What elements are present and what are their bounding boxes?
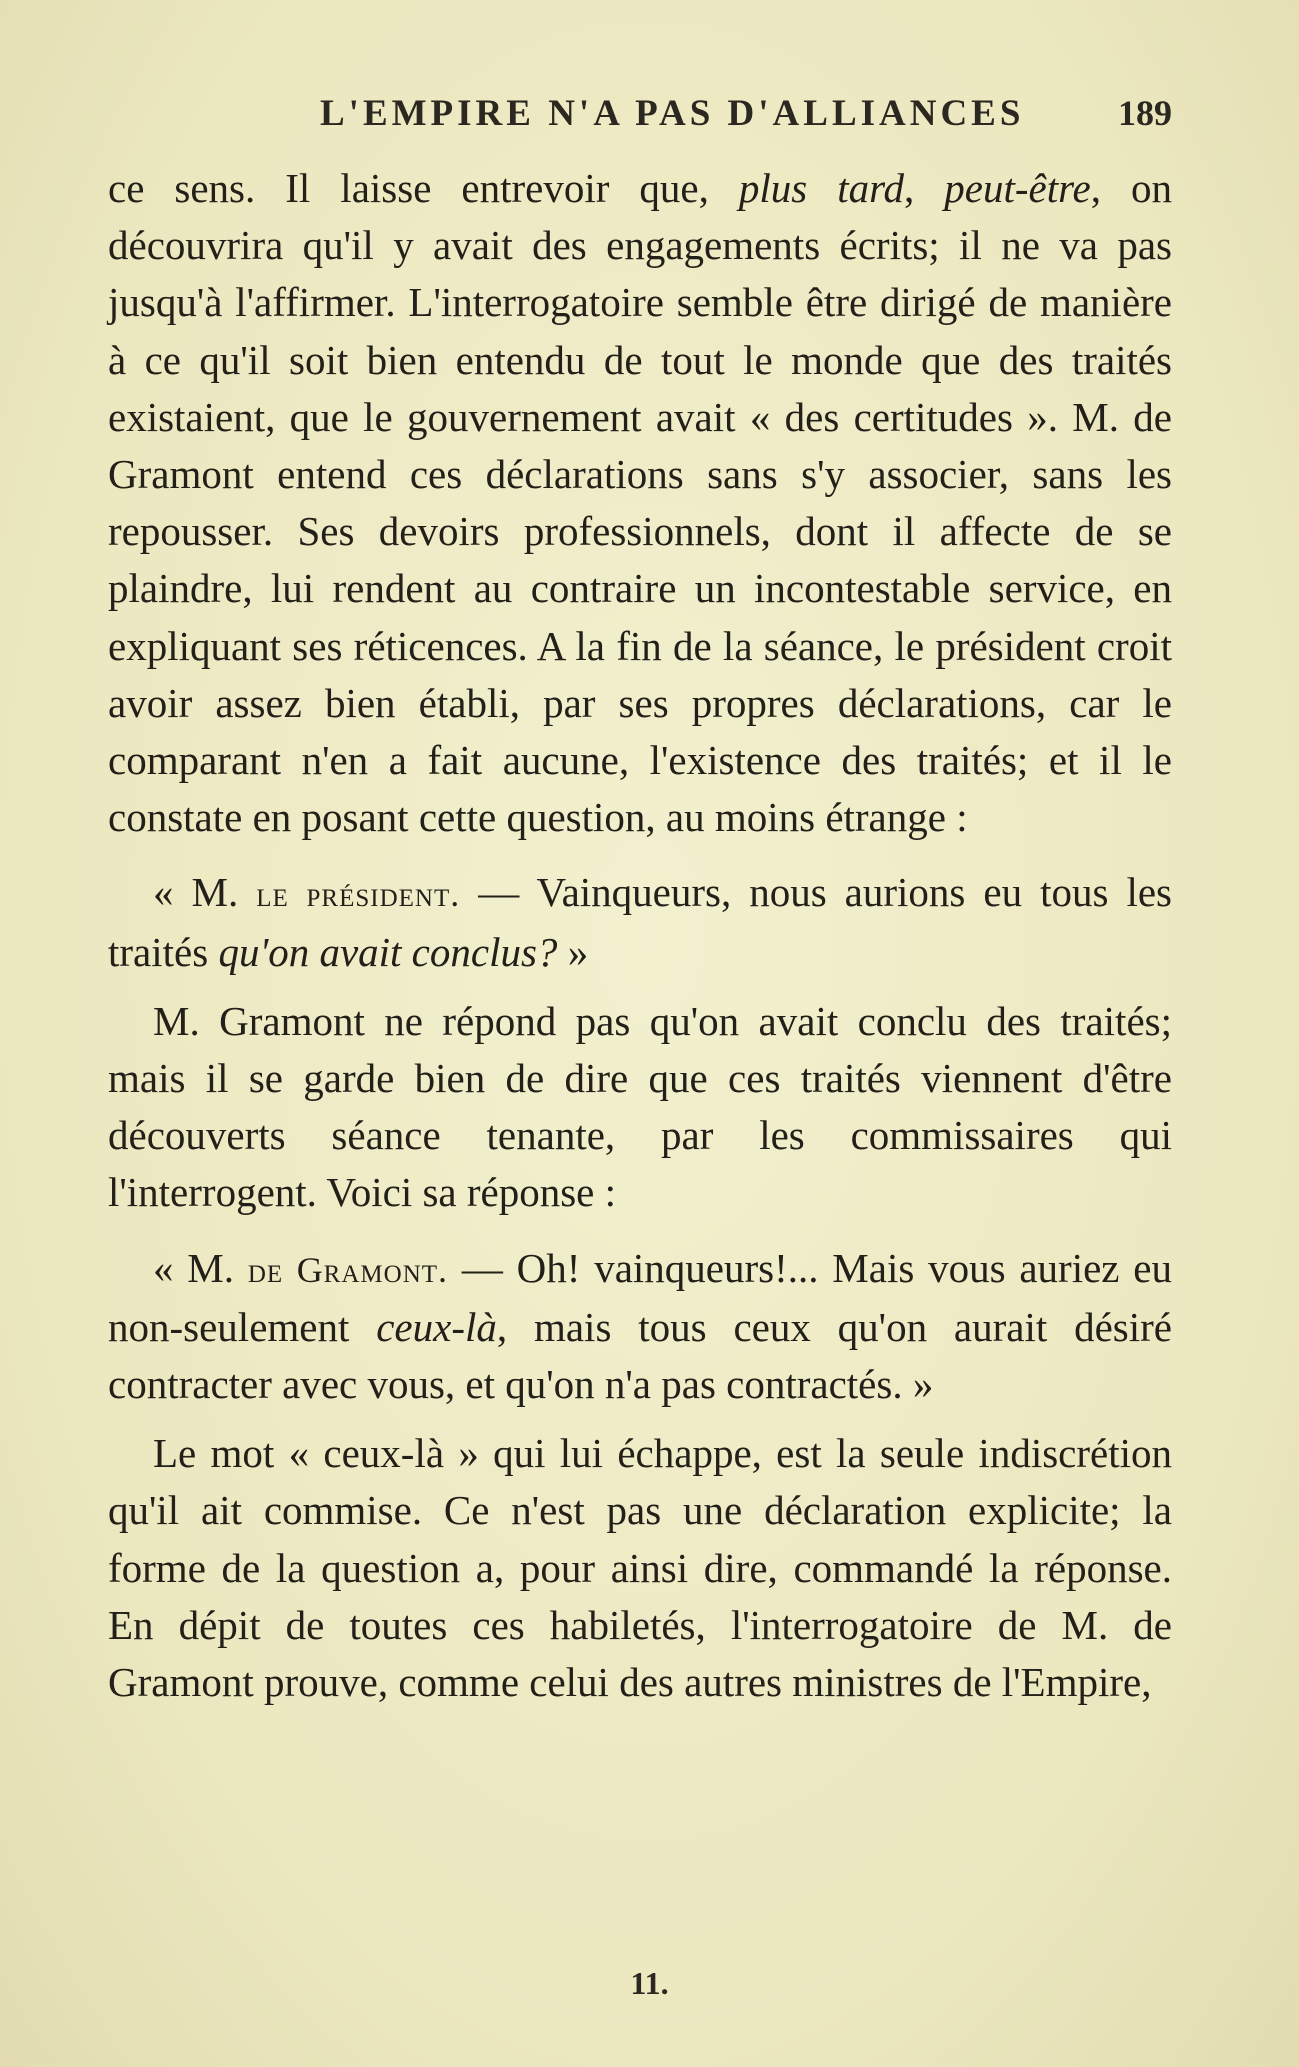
text-run: ,	[904, 165, 945, 211]
page-body	[108, 160, 1172, 1711]
italic-run: qu'on avait conclus?	[218, 928, 558, 975]
page-number: 189	[1118, 93, 1172, 133]
quote-text: — Oh! vainqueurs!... Mais vous auriez eu non-seulement	[108, 1244, 1172, 1350]
italic-run: plus tard	[738, 165, 905, 211]
quote-close: , mais tous ceux qu'on aurait désiré contracter avec vous, et qu'on n'a pas contractés. »	[108, 1303, 1172, 1408]
quote-text: — Vainqueurs, nous aurions eu tous les traités	[108, 869, 1172, 975]
quote-gramont	[108, 1240, 1172, 1414]
italic-run: ceux-là	[376, 1303, 497, 1350]
paragraph-1	[108, 160, 1172, 846]
page-header	[110, 92, 1172, 142]
quote-open: « M.	[153, 869, 257, 916]
quote-president	[108, 864, 1172, 980]
speaker-label: de Gramont.	[247, 1249, 449, 1290]
text-run: , on découvrira qu'il y avait des engagements écrits; il ne va pas jusqu'à l'affirmer. L'interrogatoire semble être dirigé de manière à ce qu'il soit bien entendu de tout le monde que des traités existaient, que le gouvernement avait « des certitudes ». M. de Gramont entend ces déclarations sans s'y associer, sans les repousser. Ses devoirs professionnels, dont il affecte de se plaindre, lui rendent au contraire un incontestable service, en expliquant ses réticences. A la fin de la séance, le président croit avoir assez bien établi, par ses propres déclarations, car le comparant n'en a fait aucune, l'existence des traités; et il le constate en posant cette question, au moins étrange :	[108, 165, 1173, 841]
paragraph-3: Le mot « ceux-là » qui lui échappe, est la seule indiscrétion qu'il ait commise. Ce n'est pas une déclaration explicite; la forme de la question a, pour ainsi dire, commandé la réponse. En dépit de toutes ces habiletés, l'interrogatoire de M. de Gramont prouve, comme celui des autres ministres de l'Empire,	[108, 1430, 1172, 1706]
quote-close: »	[557, 928, 589, 975]
running-title: L'EMPIRE N'A PAS D'ALLIANCES	[320, 93, 1025, 134]
quote-open: « M.	[153, 1244, 248, 1291]
speaker-label: le président.	[256, 874, 461, 915]
signature-mark: 11.	[630, 1965, 669, 2001]
paragraph-2: M. Gramont ne répond pas qu'on avait conclu des traités; mais il se garde bien de dire que ces traités viennent d'être découverts séance tenante, par les commissaires qui l'interrogent. Voici sa réponse :	[108, 997, 1172, 1216]
text-run: ce sens. Il laisse entrevoir que,	[108, 165, 739, 211]
italic-run: peut-être	[944, 165, 1091, 211]
